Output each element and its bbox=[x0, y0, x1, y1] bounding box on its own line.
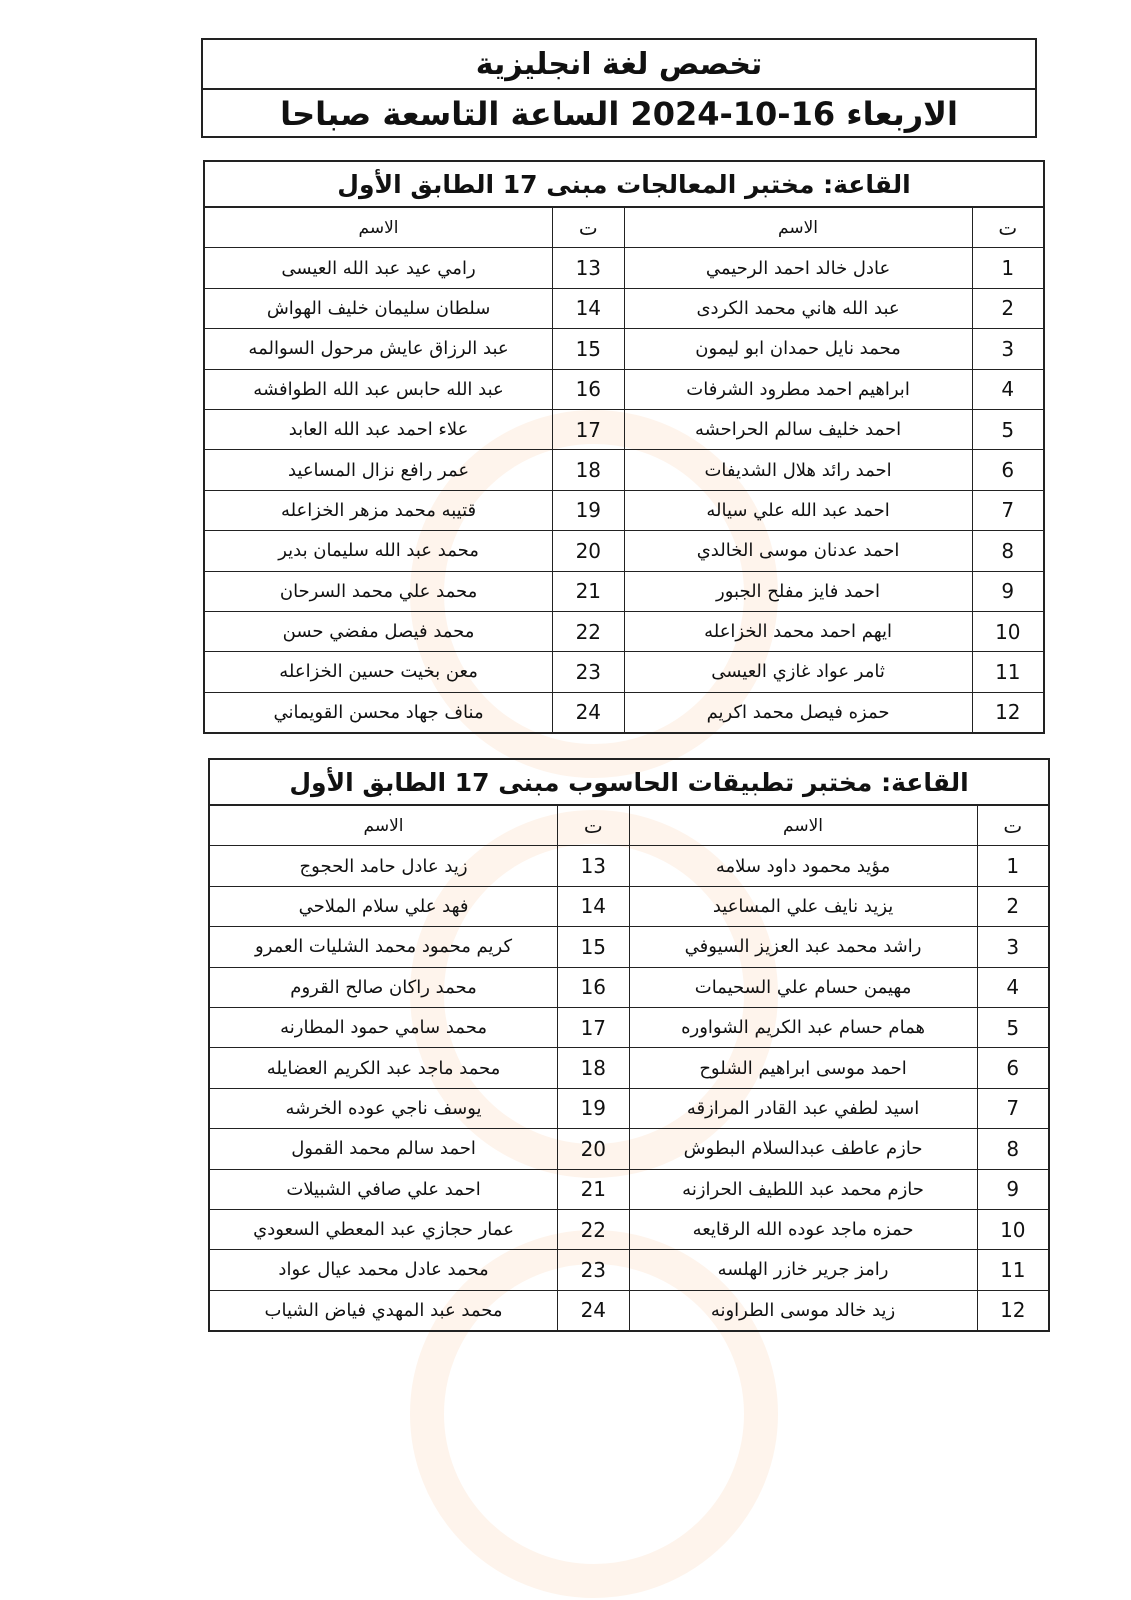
student-number: 24 bbox=[558, 1290, 629, 1330]
student-number: 20 bbox=[553, 531, 624, 571]
student-name: راشد محمد عبد العزيز السيوفي bbox=[629, 927, 977, 967]
table-row bbox=[210, 1169, 1048, 1209]
student-name: ثامر عواد غازي العيسى bbox=[624, 652, 972, 692]
table-row bbox=[205, 652, 1043, 692]
student-number: 9 bbox=[977, 1169, 1048, 1209]
student-name: اسيد لطفي عبد القادر المرازقه bbox=[629, 1088, 977, 1128]
student-number: 4 bbox=[977, 967, 1048, 1007]
student-number: 11 bbox=[977, 1250, 1048, 1290]
table-row bbox=[205, 248, 1043, 288]
header-row bbox=[210, 806, 1048, 846]
student-name: زيد عادل حامد الحجوج bbox=[210, 846, 558, 886]
student-number: 14 bbox=[553, 288, 624, 328]
student-name: ايهم احمد محمد الخزاعله bbox=[624, 611, 972, 651]
student-number: 3 bbox=[977, 927, 1048, 967]
student-name: محمد عبد الله سليمان بدير bbox=[205, 531, 553, 571]
student-name: حازم عاطف عبدالسلام البطوش bbox=[629, 1129, 977, 1169]
table-row bbox=[205, 531, 1043, 571]
student-number: 16 bbox=[558, 967, 629, 1007]
student-number: 8 bbox=[972, 531, 1043, 571]
students-table bbox=[205, 208, 1043, 732]
room-table-processors-lab bbox=[203, 160, 1045, 734]
student-name: زيد خالد موسى الطراونه bbox=[629, 1290, 977, 1330]
student-name: احمد علي صافي الشبيلات bbox=[210, 1169, 558, 1209]
student-name: احمد عدنان موسى الخالدي bbox=[624, 531, 972, 571]
student-number: 5 bbox=[977, 1007, 1048, 1047]
student-number: 8 bbox=[977, 1129, 1048, 1169]
student-number: 3 bbox=[972, 329, 1043, 369]
student-number: 19 bbox=[553, 490, 624, 530]
table-row bbox=[210, 846, 1048, 886]
exam-header bbox=[201, 38, 1037, 138]
exam-session: الاربعاء 16-10-2024 الساعة التاسعة صباحا bbox=[280, 95, 958, 133]
student-number: 2 bbox=[972, 288, 1043, 328]
student-number: 13 bbox=[558, 846, 629, 886]
table-row bbox=[205, 490, 1043, 530]
student-name: علاء احمد عبد الله العابد bbox=[205, 409, 553, 449]
student-name: همام حسام عبد الكريم الشواوره bbox=[629, 1007, 977, 1047]
student-name: فهد علي سلام الملاحي bbox=[210, 886, 558, 926]
table-row bbox=[210, 886, 1048, 926]
student-name: رامز جرير خازر الهلسه bbox=[629, 1250, 977, 1290]
student-number: 24 bbox=[553, 692, 624, 732]
student-name: محمد عبد المهدي فياض الشياب bbox=[210, 1290, 558, 1330]
col-number-header: ت bbox=[972, 208, 1043, 248]
student-number: 19 bbox=[558, 1088, 629, 1128]
student-number: 1 bbox=[972, 248, 1043, 288]
student-name: محمد عادل محمد عيال عواد bbox=[210, 1250, 558, 1290]
table-row bbox=[205, 288, 1043, 328]
student-name: احمد موسى ابراهيم الشلوح bbox=[629, 1048, 977, 1088]
student-number: 17 bbox=[553, 409, 624, 449]
student-name: حمزه ماجد عوده الله الرقايعه bbox=[629, 1209, 977, 1249]
col-number-header: ت bbox=[558, 806, 629, 846]
header-row bbox=[205, 208, 1043, 248]
col-number-header: ت bbox=[553, 208, 624, 248]
table-row bbox=[210, 1088, 1048, 1128]
student-number: 7 bbox=[977, 1088, 1048, 1128]
student-number: 6 bbox=[972, 450, 1043, 490]
student-number: 17 bbox=[558, 1007, 629, 1047]
student-number: 12 bbox=[972, 692, 1043, 732]
student-number: 12 bbox=[977, 1290, 1048, 1330]
student-name: مناف جهاد محسن القويماني bbox=[205, 692, 553, 732]
student-number: 16 bbox=[553, 369, 624, 409]
student-name: محمد فيصل مفضي حسن bbox=[205, 611, 553, 651]
col-name-header: الاسم bbox=[629, 806, 977, 846]
student-name: يوسف ناجي عوده الخرشه bbox=[210, 1088, 558, 1128]
student-number: 18 bbox=[558, 1048, 629, 1088]
student-name: عادل خالد احمد الرحيمي bbox=[624, 248, 972, 288]
table-row bbox=[210, 967, 1048, 1007]
student-number: 10 bbox=[977, 1209, 1048, 1249]
student-number: 22 bbox=[558, 1209, 629, 1249]
student-name: احمد خليف سالم الحراحشه bbox=[624, 409, 972, 449]
table-row bbox=[205, 571, 1043, 611]
student-name: محمد راكان صالح القروم bbox=[210, 967, 558, 1007]
student-number: 21 bbox=[553, 571, 624, 611]
table-row bbox=[210, 1048, 1048, 1088]
room-title: القاعة: مختبر تطبيقات الحاسوب مبنى 17 الطابق الأول bbox=[210, 760, 1048, 806]
student-number: 4 bbox=[972, 369, 1043, 409]
student-number: 15 bbox=[558, 927, 629, 967]
table-row bbox=[210, 1209, 1048, 1249]
student-name: رامي عيد عبد الله العيسى bbox=[205, 248, 553, 288]
student-number: 22 bbox=[553, 611, 624, 651]
student-name: احمد سالم محمد القمول bbox=[210, 1129, 558, 1169]
table-row bbox=[210, 927, 1048, 967]
student-number: 7 bbox=[972, 490, 1043, 530]
student-name: عبد الله حابس عبد الله الطوافشه bbox=[205, 369, 553, 409]
table-row bbox=[205, 409, 1043, 449]
student-name: حمزه فيصل محمد اكريم bbox=[624, 692, 972, 732]
student-name: احمد عبد الله علي سياله bbox=[624, 490, 972, 530]
table-row bbox=[205, 611, 1043, 651]
student-name: مؤيد محمود داود سلامه bbox=[629, 846, 977, 886]
specialization-title: تخصص لغة انجليزية bbox=[203, 40, 1035, 90]
student-number: 18 bbox=[553, 450, 624, 490]
student-number: 13 bbox=[553, 248, 624, 288]
students-table bbox=[210, 806, 1048, 1330]
student-number: 5 bbox=[972, 409, 1043, 449]
student-number: 2 bbox=[977, 886, 1048, 926]
student-name: عبد الله هاني محمد الكردى bbox=[624, 288, 972, 328]
table-row bbox=[210, 1007, 1048, 1047]
col-number-header: ت bbox=[977, 806, 1048, 846]
table-row bbox=[205, 369, 1043, 409]
student-name: كريم محمود محمد الشليات العمرو bbox=[210, 927, 558, 967]
student-name: يزيد نايف علي المساعيد bbox=[629, 886, 977, 926]
student-number: 1 bbox=[977, 846, 1048, 886]
table-row bbox=[205, 450, 1043, 490]
room-title: القاعة: مختبر المعالجات مبنى 17 الطابق الأول bbox=[205, 162, 1043, 208]
student-name: معن بخيت حسين الخزاعله bbox=[205, 652, 553, 692]
table-row bbox=[210, 1129, 1048, 1169]
student-name: قتيبه محمد مزهر الخزاعله bbox=[205, 490, 553, 530]
student-name: محمد سامي حمود المطارنه bbox=[210, 1007, 558, 1047]
student-number: 10 bbox=[972, 611, 1043, 651]
student-name: محمد علي محمد السرحان bbox=[205, 571, 553, 611]
student-number: 14 bbox=[558, 886, 629, 926]
student-number: 15 bbox=[553, 329, 624, 369]
col-name-header: الاسم bbox=[624, 208, 972, 248]
student-name: محمد ماجد عبد الكريم العضايله bbox=[210, 1048, 558, 1088]
student-number: 21 bbox=[558, 1169, 629, 1209]
table-row bbox=[210, 1250, 1048, 1290]
student-name: احمد رائد هلال الشديفات bbox=[624, 450, 972, 490]
student-name: ابراهيم احمد مطرود الشرفات bbox=[624, 369, 972, 409]
room-table-computer-apps-lab bbox=[208, 758, 1050, 1332]
student-name: عمار حجازي عبد المعطي السعودي bbox=[210, 1209, 558, 1249]
student-name: احمد فايز مفلح الجبور bbox=[624, 571, 972, 611]
student-number: 20 bbox=[558, 1129, 629, 1169]
student-number: 23 bbox=[558, 1250, 629, 1290]
table-row bbox=[205, 692, 1043, 732]
student-name: مهيمن حسام علي السحيمات bbox=[629, 967, 977, 1007]
student-name: حازم محمد عبد اللطيف الحرازنه bbox=[629, 1169, 977, 1209]
col-name-header: الاسم bbox=[205, 208, 553, 248]
student-number: 11 bbox=[972, 652, 1043, 692]
student-name: عبد الرزاق عايش مرحول السوالمه bbox=[205, 329, 553, 369]
table-row bbox=[210, 1290, 1048, 1330]
student-name: سلطان سليمان خليف الهواش bbox=[205, 288, 553, 328]
col-name-header: الاسم bbox=[210, 806, 558, 846]
table-row bbox=[205, 329, 1043, 369]
student-number: 6 bbox=[977, 1048, 1048, 1088]
student-name: عمر رافع نزال المساعيد bbox=[205, 450, 553, 490]
student-number: 9 bbox=[972, 571, 1043, 611]
student-name: محمد نايل حمدان ابو ليمون bbox=[624, 329, 972, 369]
student-number: 23 bbox=[553, 652, 624, 692]
